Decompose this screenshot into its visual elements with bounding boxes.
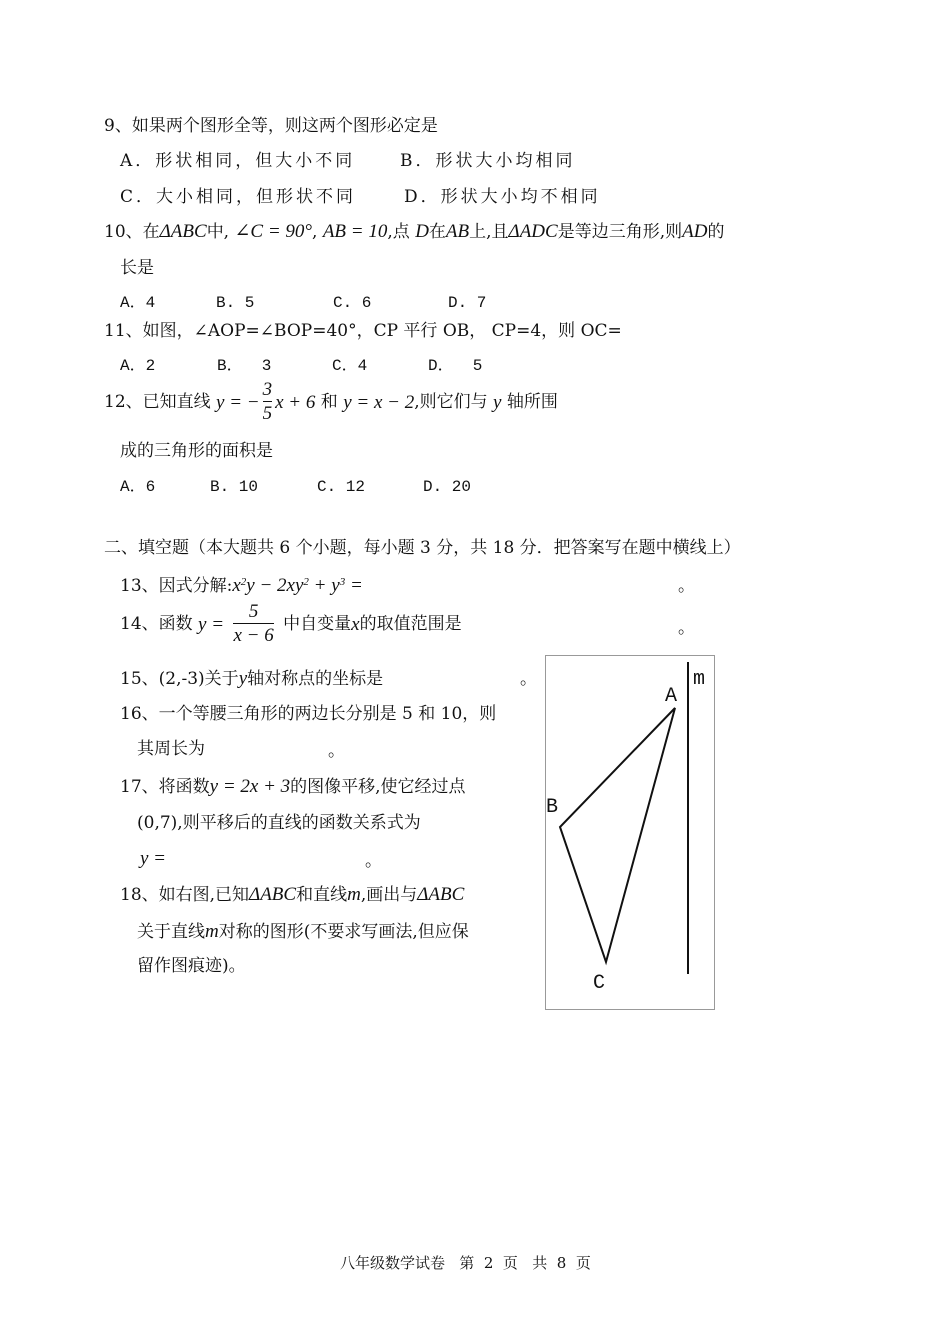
q11-stem: 11、如图，∠AOP=∠BOP=40°，CP 平行 OB， CP=4，则 OC= — [104, 321, 622, 341]
q17-equation: y = 2x + 3 — [209, 776, 291, 797]
q14-answer-end: 。 — [678, 618, 695, 638]
q10-option-d: D. 7 — [448, 294, 487, 312]
q18-line3: 留作图痕迹)。 — [137, 956, 246, 976]
q14-y-eq: y = — [198, 613, 225, 635]
q13-expression — [232, 575, 362, 596]
q10-stem-line2: 长是 — [120, 258, 154, 278]
q9-stem: 9、如果两个图形全等，则这两个图形必定是 — [104, 116, 438, 136]
q9-option-a: A．形状相同，但大小不同 — [120, 151, 356, 171]
q10-segment-ab: AB — [445, 221, 470, 242]
q10-triangle-abc: ΔABC — [159, 221, 207, 242]
q10-stem — [104, 222, 724, 241]
label-a: A — [665, 685, 678, 708]
q13-expr-1: x — [232, 575, 241, 596]
q12-option-a: A．6 — [120, 478, 156, 496]
q13-sup-2: 2 — [303, 576, 309, 588]
q13-expr-2: y − 2xy — [246, 575, 304, 596]
q9-option-c: C．大小相同，但形状不同 — [120, 187, 357, 207]
q17-answer-y: y = — [140, 848, 167, 869]
q18-text-4: 关于直线 — [137, 922, 205, 942]
q17-text-1: 17、将函数 — [120, 777, 210, 797]
page-footer: 八年级数学试卷 第 2 页 共 8 页 — [340, 1254, 591, 1272]
q12-option-c: C. 12 — [317, 478, 366, 496]
q12-eq1-left: y = − — [216, 391, 260, 413]
q10-text-1: 10、在 — [104, 222, 160, 242]
q15-answer-end: 。 — [520, 669, 537, 689]
q16-answer-end: 。 — [328, 741, 345, 761]
q17-answer-end: 。 — [365, 851, 382, 871]
q15-text-2: 轴对称点的坐标是 — [247, 669, 384, 689]
q12-eq1-right: x + 6 — [275, 391, 316, 413]
q18-text-2: 和直线 — [296, 885, 348, 905]
q14-fraction-numerator: 5 — [248, 601, 259, 622]
q13-sup-1: 2 — [240, 576, 247, 588]
q10-point-d: D — [415, 221, 429, 242]
q10-text-8: 的 — [707, 222, 725, 242]
q18-triangle-1: ΔABC — [249, 884, 297, 905]
q9-option-d: D．形状大小均不相同 — [404, 187, 601, 207]
q10-triangle-adc: ΔADC — [508, 221, 558, 242]
q12-option-b: B. 10 — [210, 478, 259, 496]
q11-option-d: D． 5 — [428, 357, 483, 375]
q18-triangle-2: ΔABC — [417, 884, 465, 905]
q10-text-4: ,点 — [387, 222, 410, 242]
q18-line1 — [120, 885, 464, 904]
q15-text-1: 15、(2,-3)关于 — [120, 669, 239, 689]
q13-expr-3: + y — [308, 575, 340, 596]
q18-text-5: 对称的图形(不要求写画法,但应保 — [218, 922, 469, 942]
q10-ab-eq: AB = 10 — [322, 221, 388, 242]
q12-text-3: ,则它们与 — [414, 391, 488, 412]
q10-text-5: 在 — [428, 222, 446, 242]
q18-text-1: 18、如右图,已知 — [120, 885, 250, 905]
q12-fraction — [263, 380, 273, 425]
q18-line-m-1: m — [347, 884, 361, 905]
q11-option-a: A．2 — [120, 357, 156, 375]
q12-text-1: 12、已知直线 — [104, 391, 211, 412]
q14-x: x — [351, 613, 360, 635]
label-c: C — [593, 972, 606, 995]
q18-text-3: ,画出与 — [360, 885, 418, 905]
q16-line2: 其周长为 — [137, 739, 205, 759]
q13-answer-end: 。 — [678, 576, 695, 596]
q11-option-b: B． 3 — [217, 357, 272, 375]
q13-text-1: 13、因式分解: — [120, 576, 233, 596]
q17-line2: (0,7),则平移后的直线的函数关系式为 — [137, 813, 421, 833]
q15-y: y — [238, 668, 248, 689]
q10-text-3: , — [312, 222, 318, 242]
triangle-abc — [560, 708, 675, 962]
q12-y: y — [493, 391, 502, 413]
q9-option-b: B．形状大小均相同 — [400, 151, 576, 171]
q15-line — [120, 669, 383, 688]
q12-stem-line2: 成的三角形的面积是 — [120, 441, 273, 461]
q10-text-2: 中, — [206, 222, 230, 242]
q14-fraction-denominator: x − 6 — [233, 624, 274, 646]
q13-line — [120, 576, 363, 595]
q12-fraction-denominator: 5 — [262, 402, 273, 424]
q17-line1 — [120, 777, 466, 796]
q12-stem — [104, 380, 558, 425]
q11-option-c: C．4 — [332, 357, 368, 375]
q10-option-b: B. 5 — [216, 294, 255, 312]
section-2-heading: 二、填空题（本大题共 6 个小题，每小题 3 分，共 18 分．把答案写在题中横线上） — [104, 538, 741, 558]
q14-text-3: 的取值范围是 — [359, 613, 462, 634]
q14-line — [120, 602, 462, 647]
q10-option-c: C. 6 — [333, 294, 372, 312]
q12-text-4: 轴所围 — [506, 391, 558, 412]
q10-text-6: 上,且 — [469, 222, 509, 242]
label-m: m — [693, 668, 706, 691]
q13-expr-4: = — [345, 575, 363, 596]
q17-text-2: 的图像平移,使它经过点 — [290, 777, 466, 797]
q10-angle-c: ∠C = 90° — [234, 221, 313, 242]
q10-option-a: A．4 — [120, 294, 156, 312]
q12-fraction-numerator: 3 — [262, 379, 273, 400]
q12-text-2: 和 — [320, 391, 338, 412]
q18-line-m-2: m — [205, 921, 219, 942]
label-b: B — [546, 796, 559, 819]
q13-sup-3: 3 — [339, 576, 346, 588]
q12-eq2: y = x − 2 — [343, 391, 415, 413]
triangle-figure — [546, 656, 714, 1009]
q10-segment-ad: AD — [682, 221, 708, 242]
q16-line1: 16、一个等腰三角形的两边长分别是 5 和 10，则 — [120, 704, 497, 724]
q14-text-1: 14、函数 — [120, 613, 193, 634]
q14-text-2: 中自变量 — [283, 613, 352, 634]
q14-fraction — [233, 602, 273, 647]
figure-frame — [545, 655, 715, 1010]
q12-option-d: D. 20 — [423, 478, 472, 496]
q10-text-7: 是等边三角形,则 — [557, 222, 683, 242]
q18-line2 — [137, 922, 469, 941]
